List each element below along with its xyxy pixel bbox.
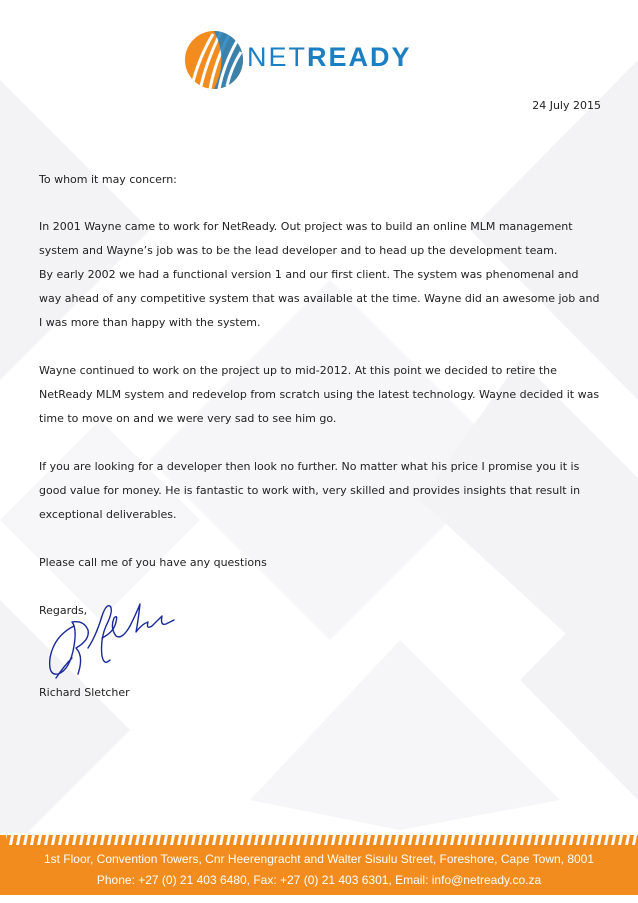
logo-ready-text: READY [307,42,412,72]
paragraph-3-line-2: good value for money. He is fantastic to work with, very skilled and provides insights that result in [39,484,581,497]
paragraph-1-line-4: way ahead of any competitive system that was available at the time. Wayne did an awesome job and [39,292,600,305]
letter-date: 24 July 2015 [532,99,601,112]
netready-globe-icon [183,28,245,92]
paragraph-1-line-5: I was more than happy with the system. [39,316,261,329]
logo-wordmark [247,42,412,72]
footer-address: 1st Floor, Convention Towers, Cnr Heerengracht and Walter Sisulu Street, Foreshore, Cape Town, 8001 [43,852,595,866]
paragraph-3-line-3: exceptional deliverables. [39,508,177,521]
paragraph-1-line-1: In 2001 Wayne came to work for NetReady. Out project was to build an online MLM management [39,220,573,233]
sign-off: Regards, [39,604,88,617]
paragraph-1-line-2: system and Wayne’s job was to be the lead developer and to head up the development team. [39,244,558,257]
footer-contact: Phone: +27 (0) 21 403 6480, Fax: +27 (0) 21 403 6301, Email: info@netready.co.za [96,873,542,887]
handwritten-signature-icon [44,596,176,688]
paragraph-2-line-2: NetReady MLM system and redevelop from scratch using the latest technology. Wayne decided it was [39,388,600,401]
paragraph-3-line-1: If you are looking for a developer then look no further. No matter what his price I promise you it is [39,460,580,473]
paragraph-1-line-3: By early 2002 we had a functional version 1 and our first client. The system was phenomenal and [39,268,579,281]
paragraph-2-line-1: Wayne continued to work on the project up to mid-2012. At this point we decided to retire the [39,364,557,377]
logo-net-text: NET [247,42,307,72]
closing-request: Please call me of you have any questions [39,556,267,569]
signer-name: Richard Sletcher [39,686,130,699]
salutation: To whom it may concern: [39,173,177,186]
letter-body [39,168,603,623]
footer-bar [0,845,638,895]
footer-stripe-pattern [0,833,638,845]
netready-logo [183,28,463,92]
paragraph-2-line-3: time to move on and we were very sad to see him go. [39,412,337,425]
